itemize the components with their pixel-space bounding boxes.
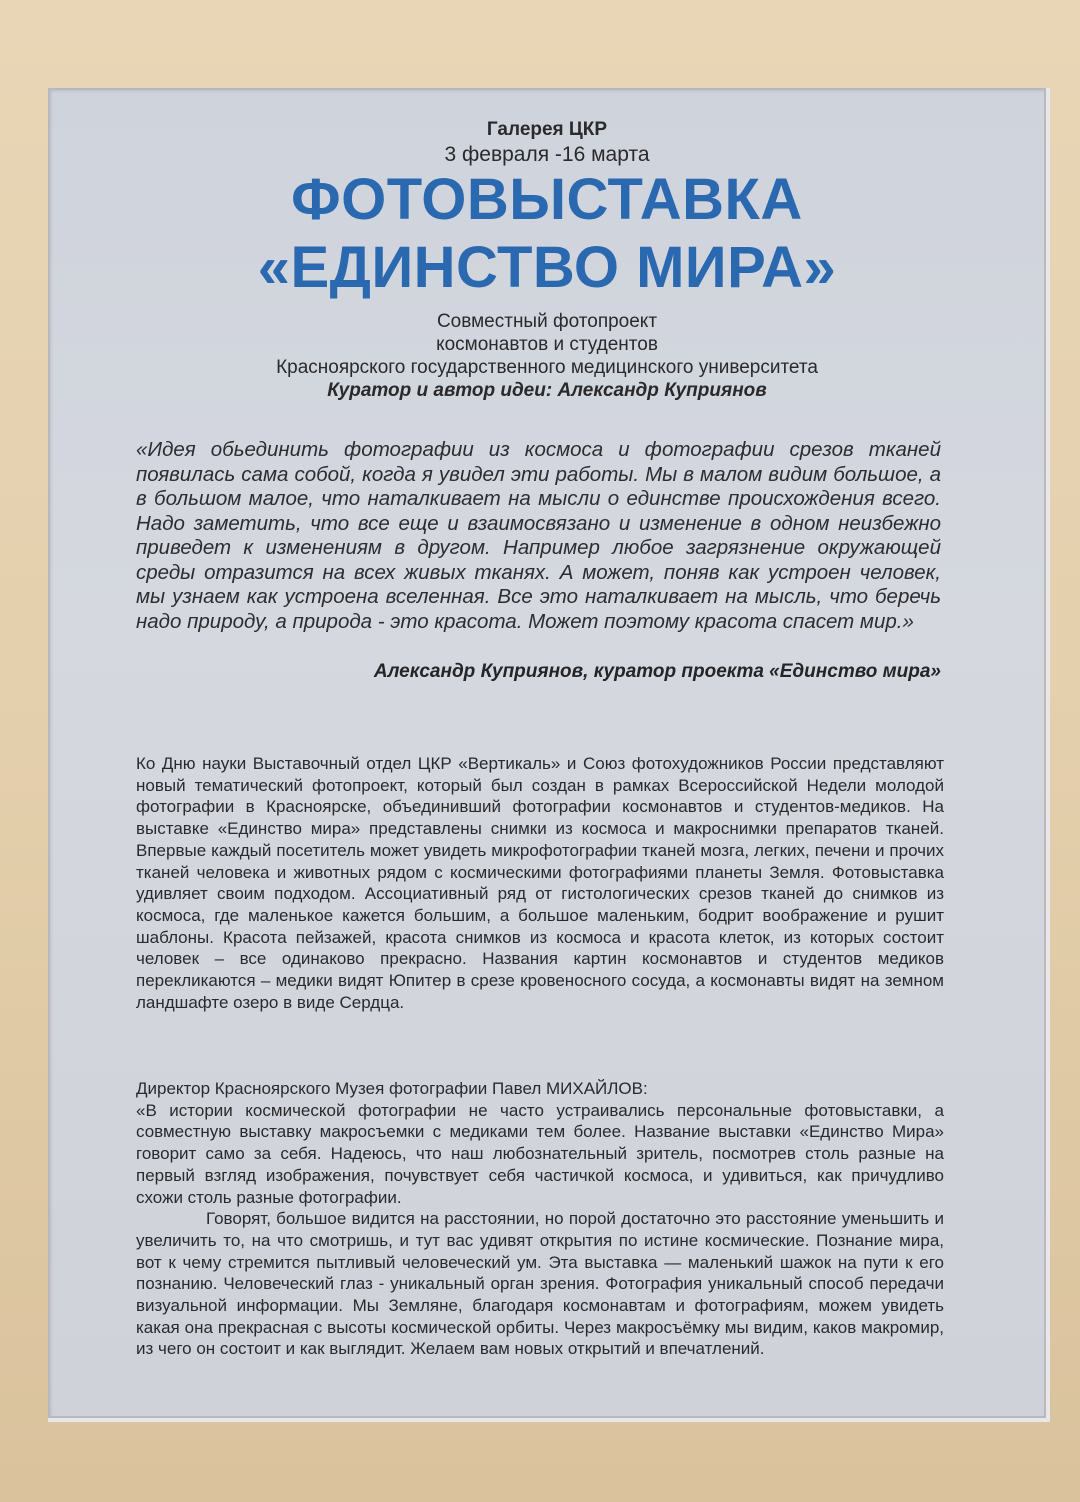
subtitle-line1: Совместный фотопроект — [436, 311, 658, 332]
quote-author: Александр Куприянов, куратор проекта «Единство мира» — [373, 661, 941, 682]
description — [136, 753, 944, 1013]
poster-sheet — [48, 88, 1050, 1422]
poster-header — [48, 118, 1046, 403]
curator-credit: Куратор и автор идеи: Александр Куприянов — [327, 380, 767, 401]
poster-title-line2: «ЕДИНСТВО МИРА» — [257, 235, 837, 300]
subtitle — [48, 310, 1046, 379]
poster-title-line1: ФОТОВЫСТАВКА — [291, 167, 803, 232]
description-paragraph: Ко Дню науки Выставочный отдел ЦКР «Вертикаль» и Союз фотохудожников России представляют новый тематический фотопроект, который был создан в рамках Всероссийской Недели молодой фотографии в Красноярске, объединивший фотографии космонавтов и студентов-медиков. На выставке «Единство мира» представлены снимки из космоса и макроснимки препаратов тканей. Впервые каждый посетитель может увидеть микрофотографии тканей мозга, легких, печени и прочих тканей человека и животных рядом с космическими фотографиями планеты Земля. Фотовыставка удивляет своим подходом. Ассоциативный ряд от гистологических срезов тканей до снимков из космоса, где маленькое кажется большим, а большое маленьким, бодрит воображение и рушит шаблоны. Красота пейзажей, красота снимков из космоса и красота клеток, из которых состоит человек – все одинаково прекрасно. Названия картин космонавтов и студентов медиков перекликаются – медики видят Юпитер в срезе кровеносного сосуда, а космонавты видят на земном ландшафте озеро в виде Сердца. — [136, 754, 944, 1012]
curator-quote: «Идея обьединить фотографии из космоса и фотографии срезов тканей появилась сама собой, когда я увидел эти работы. Мы в малом видим большое, а в большом малое, что наталкивает на мысли о единстве происхождения всего. Надо заметить, что все еще и взаимосвязано и изменение в одном неизбежно приведет к изменениям в другом. Например любое загрязнение окружающей среды отразится на всех живых тканях. А может, поняв как устроен человек, мы узнаем как устроена вселенная. Все это наталкивает на мысль, что беречь надо природу, а природа - это красота. Может поэтому красота спасет мир.» — [136, 438, 941, 633]
subtitle-line2: космонавтов и студентов — [436, 334, 658, 355]
exhibition-dates: 3 февраля -16 марта — [444, 143, 650, 166]
director-paragraph-2: Говорят, большое видится на расстоянии, но порой достаточно это расстояние уменьшить и увеличить то, на что смотришь, и тут вас удивят открытия по истине космические. Познание мира, вот к чему стремится пытливый человеческий ум. Эта выставка — маленький шажок на пути к его познанию. Человеческий глаз - уникальный орган зрения. Фотография уникальный способ передачи визуальной информации. Мы Земляне, благодаря космонавтам и фотографиям, можем увидеть какая она прекрасная с высоты космической орбиты. Через макросъёмку мы видим, каков макромир, из чего он состоит и как выглядит. Желаем вам новых открытий и впечатлений. — [136, 1209, 944, 1359]
subtitle-line3: Красноярского государственного медицинского университета — [276, 357, 818, 378]
director-paragraph-1: «В истории космической фотографии не часто устраивались персональные фотовыставки, а совместную выставку макросъемки с медиками тем более. Название выставки «Единство Мира» говорит само за себя. Надеюсь, что наш любознательный зритель, посмотрев столь разные на первый взгляд изображения, почувствует себя частичкой космоса, и удивиться, как причудливо схожи столь разные фотографии. — [136, 1100, 944, 1207]
director-heading: Директор Красноярского Музея фотографии Павел МИХАЙЛОВ: — [136, 1079, 648, 1098]
director-statement — [136, 1078, 944, 1360]
gallery-name: Галерея ЦКР — [486, 119, 608, 140]
